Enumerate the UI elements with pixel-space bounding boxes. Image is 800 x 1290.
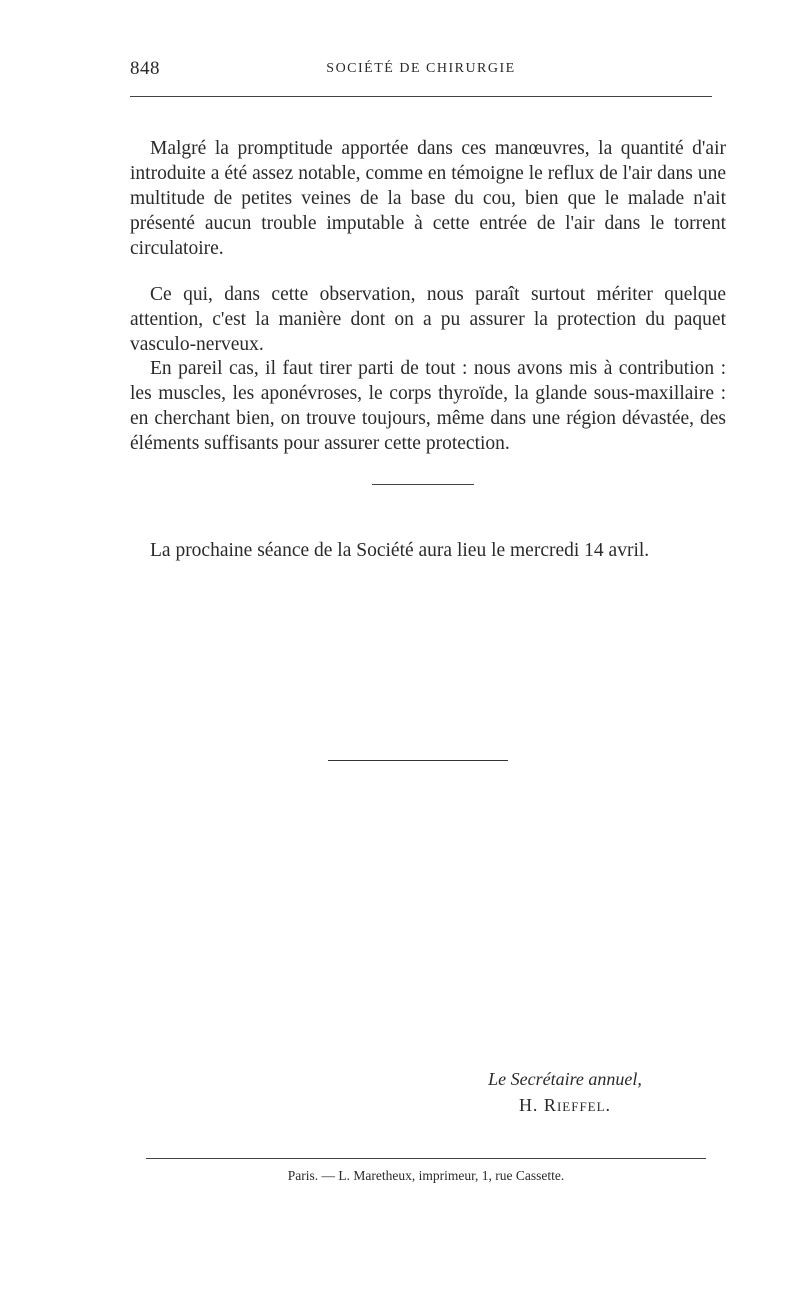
section-divider — [372, 484, 474, 485]
signature-role: Le Secrétaire annuel, — [488, 1069, 642, 1089]
footer-rule — [146, 1158, 706, 1159]
end-divider — [328, 760, 508, 761]
signature-name: H. Rieffel. — [518, 1095, 612, 1115]
paragraph-air-reflux: Malgré la promptitude apportée dans ces manœuvres, la quantité d'air introduite a été assez notable, comme en témoigne le reflux de l'air dans une multitude de petites veines de la base du cou, bien que le malade n'ait présenté aucun trouble imputable à cette entrée de l'air dans le torrent circulatoire. — [130, 137, 726, 259]
paragraph-observation: Ce qui, dans cette observation, nous paraît surtout mériter quelque attention, c'est la manière dont on a pu assurer la protection du paquet vasculo-nerveux. — [130, 283, 726, 355]
header-rule — [130, 96, 712, 97]
running-title: SOCIÉTÉ DE CHIRURGIE — [326, 61, 516, 76]
signature-block — [440, 1066, 690, 1118]
page-number: 848 — [130, 58, 160, 79]
printer-imprint: Paris. — L. Maretheux, imprimeur, 1, rue Cassette. — [287, 1168, 565, 1183]
paragraph-next-session: La prochaine séance de la Société aura lieu le mercredi 14 avril. — [150, 539, 650, 561]
page-header — [130, 58, 712, 84]
paragraph-protection: En pareil cas, il faut tirer parti de tout : nous avons mis à contribution : les muscles, les aponévroses, le corps thyroïde, la glande sous-maxillaire : en cherchant bien, on trouve toujours, même dans une région dévastée, des éléments suffisants pour assurer cette protection. — [130, 357, 726, 454]
